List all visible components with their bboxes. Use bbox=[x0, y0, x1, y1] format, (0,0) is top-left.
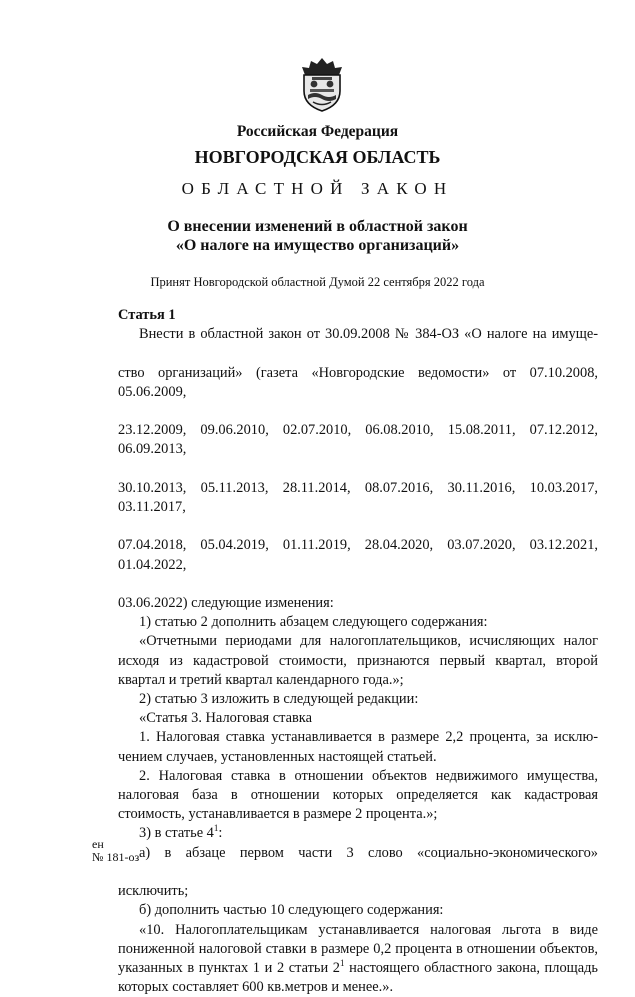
article-heading: Статья 1 bbox=[118, 306, 598, 325]
federation-name: Российская Федерация bbox=[0, 123, 635, 141]
new-article-3-heading: «Статья 3. Налоговая ставка bbox=[118, 709, 598, 728]
amendment-item-3-colon: : bbox=[218, 825, 222, 841]
amendment-item-3-text: 3) в статье 4 bbox=[139, 825, 214, 841]
new-part-10-text-end: настоящего областного закона, площадь которых составляет 600 кв.метров и менее.». bbox=[118, 960, 598, 995]
new-article-3-part-1: 1. Налоговая ставка устанавливается в размере 2,2 процента, за исклю-чением случаев, установленных настоящей статьей. bbox=[118, 728, 598, 766]
executor-initials: ен bbox=[92, 838, 139, 851]
law-number: № 181-оз bbox=[92, 851, 139, 864]
amendment-item-3b: б) дополнить частью 10 следующего содержания: bbox=[118, 901, 598, 920]
novgorod-coat-of-arms-icon bbox=[297, 55, 347, 113]
intro-line: ство организаций» (газета «Новгородские ведомости» от 07.10.2008, 05.06.2009, bbox=[118, 364, 598, 422]
law-body bbox=[118, 306, 598, 997]
new-part-10-text: «10. Налогоплательщикам устанавливается налоговая льгота в виде пониженной налоговой ставки в размере 0,2 процента в отношении объектов, указанных в пунктах 1 и 2 статьи 2 bbox=[118, 922, 598, 976]
document-type: ОБЛАСТНОЙ ЗАКОН bbox=[0, 179, 635, 199]
intro-line: 03.06.2022) следующие изменения: bbox=[118, 594, 598, 613]
law-title-line-1: О внесении изменений в областной закон bbox=[0, 218, 635, 236]
amendment-item-1-text: «Отчетными периодами для налогоплательщиков, исчисляющих налог исходя из кадастровой стоимости, признаются первый квартал, второй квартал и третий квартал календарного года.»; bbox=[118, 632, 598, 690]
amendment-item-2: 2) статью 3 изложить в следующей редакции: bbox=[118, 690, 598, 709]
adoption-note: Принят Новгородской областной Думой 22 сентября 2022 года bbox=[0, 275, 635, 290]
intro-line: 07.04.2018, 05.04.2019, 01.11.2019, 28.04.2020, 03.07.2020, 03.12.2021, 01.04.2022, bbox=[118, 536, 598, 594]
intro-line: Внести в областной закон от 30.09.2008 № 384-ОЗ «О налоге на имуще- bbox=[118, 325, 598, 363]
intro-line: 23.12.2009, 09.06.2010, 02.07.2010, 06.08.2010, 15.08.2011, 07.12.2012, 06.09.2013, bbox=[118, 421, 598, 479]
new-article-3-part-2: 2. Налоговая ставка в отношении объектов недвижимого имущества, налоговая база в отношении которых определяется как кадастровая стоимость, устанавливается в размере 2 процента.»; bbox=[118, 767, 598, 825]
document-footer bbox=[92, 838, 139, 864]
amendment-item-3 bbox=[118, 824, 598, 843]
superscript: 1 bbox=[214, 823, 219, 833]
intro-line: 30.10.2013, 05.11.2013, 28.11.2014, 08.07.2016, 30.11.2016, 10.03.2017, 03.11.2017, bbox=[118, 479, 598, 537]
superscript: 1 bbox=[340, 958, 345, 968]
amendment-item-3a: а) в абзаце первом части 3 слово «социально-экономического» bbox=[118, 844, 598, 882]
law-title-line-2: «О налоге на имущество организаций» bbox=[0, 237, 635, 255]
amendment-item-3a-end: исключить; bbox=[118, 882, 598, 901]
new-part-10 bbox=[118, 921, 598, 997]
amendment-item-1: 1) статью 2 дополнить абзацем следующего содержания: bbox=[118, 613, 598, 632]
region-name: НОВГОРОДСКАЯ ОБЛАСТЬ bbox=[0, 147, 635, 168]
